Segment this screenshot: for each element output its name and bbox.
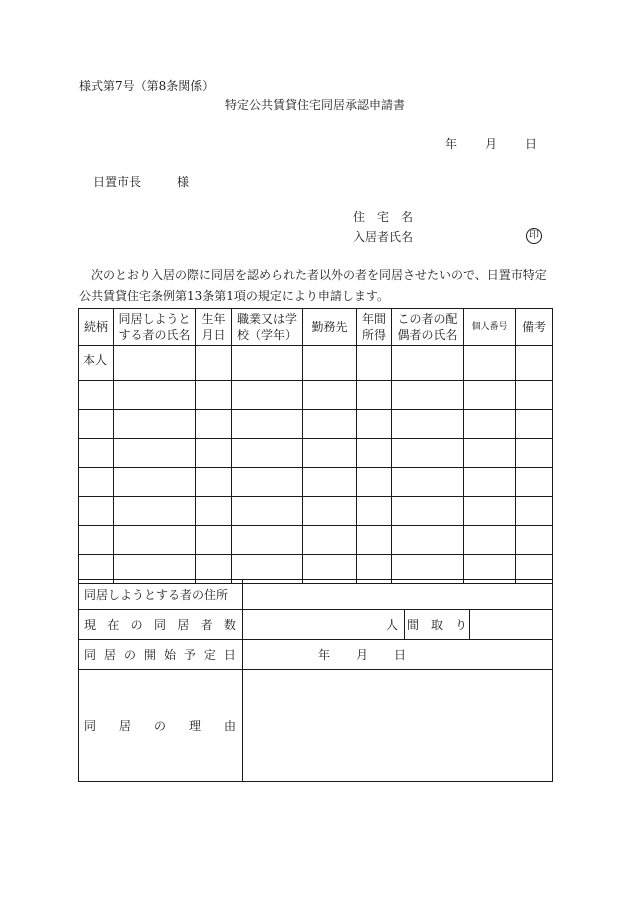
label-char: 始 bbox=[163, 648, 176, 662]
address-label: 同居しようとする者の住所 bbox=[79, 580, 243, 610]
table-cell[interactable] bbox=[516, 346, 553, 381]
table-cell[interactable] bbox=[464, 381, 516, 410]
address-row bbox=[79, 580, 553, 610]
label-char: 者 bbox=[200, 618, 213, 632]
label-char: の bbox=[130, 618, 143, 632]
reason-label bbox=[84, 717, 242, 734]
table-cell[interactable] bbox=[114, 439, 196, 468]
label-char: 居 bbox=[177, 618, 190, 632]
addressee bbox=[93, 176, 189, 188]
reason-label-cell bbox=[79, 670, 243, 782]
header-spouse bbox=[392, 309, 464, 346]
header-income-line1: 年間 bbox=[361, 312, 386, 326]
address-field[interactable] bbox=[243, 580, 553, 610]
table-cell[interactable] bbox=[232, 526, 303, 555]
table-row bbox=[79, 346, 553, 381]
label-char: 現 bbox=[84, 618, 97, 632]
label-char: 由 bbox=[223, 719, 236, 733]
table-row bbox=[79, 497, 553, 526]
table-cell[interactable] bbox=[196, 526, 232, 555]
layout-label: 間 取 り bbox=[405, 610, 470, 640]
table-cell[interactable] bbox=[464, 410, 516, 439]
table-cell[interactable] bbox=[114, 346, 196, 381]
header-income bbox=[357, 309, 392, 346]
housing-name-label: 住 宅 名 bbox=[353, 210, 414, 224]
table-cell[interactable] bbox=[79, 468, 114, 497]
table-cell[interactable] bbox=[196, 497, 232, 526]
table-cell[interactable] bbox=[196, 381, 232, 410]
header-workplace: 勤務先 bbox=[303, 309, 357, 346]
table-cell[interactable] bbox=[114, 468, 196, 497]
form-number: 様式第7号（第8条関係） bbox=[79, 79, 215, 93]
table-cell[interactable] bbox=[232, 410, 303, 439]
date-year-label: 年 bbox=[445, 137, 458, 151]
label-char: 数 bbox=[223, 618, 236, 632]
date-line bbox=[445, 138, 537, 150]
table-cell[interactable] bbox=[303, 381, 357, 410]
addressee-name: 日置市長 bbox=[93, 175, 142, 189]
label-char: 日 bbox=[223, 648, 236, 662]
table-cell[interactable] bbox=[196, 346, 232, 381]
header-remarks: 備考 bbox=[516, 309, 553, 346]
table-cell[interactable] bbox=[303, 346, 357, 381]
table-cell[interactable] bbox=[357, 410, 392, 439]
table-cell[interactable] bbox=[357, 526, 392, 555]
table-header-row bbox=[79, 309, 553, 346]
reason-field[interactable] bbox=[243, 670, 553, 782]
header-my-number: 個人番号 bbox=[464, 309, 516, 346]
table-cell[interactable] bbox=[196, 439, 232, 468]
relation-cell-self: 本人 bbox=[79, 346, 114, 381]
table-cell[interactable] bbox=[516, 410, 553, 439]
table-cell[interactable] bbox=[516, 526, 553, 555]
current-count-label-cell bbox=[79, 610, 243, 640]
table-cell[interactable] bbox=[303, 468, 357, 497]
addressee-honorific: 様 bbox=[177, 175, 190, 189]
label-char: 同 bbox=[153, 618, 166, 632]
header-occupation-line2: 校（学年） bbox=[236, 328, 297, 342]
table-cell[interactable] bbox=[357, 497, 392, 526]
table-cell[interactable] bbox=[516, 468, 553, 497]
table-cell[interactable] bbox=[79, 381, 114, 410]
start-date-field[interactable] bbox=[243, 640, 553, 670]
date-month-label: 月 bbox=[485, 137, 498, 151]
table-cell[interactable] bbox=[392, 439, 464, 468]
current-count-label bbox=[84, 616, 242, 633]
table-cell[interactable] bbox=[357, 346, 392, 381]
person-unit-label: 人 bbox=[385, 618, 398, 632]
table-cell[interactable] bbox=[516, 381, 553, 410]
header-occupation bbox=[232, 309, 303, 346]
table-cell[interactable] bbox=[232, 381, 303, 410]
table-cell[interactable] bbox=[392, 346, 464, 381]
reason-row bbox=[79, 670, 553, 782]
start-month-label: 月 bbox=[356, 648, 369, 662]
header-spouse-line1: この者の配 bbox=[397, 312, 458, 326]
label-char: 居 bbox=[118, 719, 131, 733]
table-cell[interactable] bbox=[79, 410, 114, 439]
table-cell[interactable] bbox=[392, 381, 464, 410]
seal-mark: 印 bbox=[526, 228, 542, 244]
table-cell[interactable] bbox=[392, 410, 464, 439]
table-cell[interactable] bbox=[79, 439, 114, 468]
label-char: 予 bbox=[183, 648, 196, 662]
label-char: 在 bbox=[107, 618, 120, 632]
table-cell[interactable] bbox=[303, 497, 357, 526]
label-char: 同 bbox=[84, 648, 97, 662]
table-row bbox=[79, 439, 553, 468]
start-day-label: 日 bbox=[394, 648, 407, 662]
table-cell[interactable] bbox=[79, 497, 114, 526]
table-cell[interactable] bbox=[392, 468, 464, 497]
table-cell[interactable] bbox=[196, 468, 232, 497]
start-date-row bbox=[79, 640, 553, 670]
table-cell[interactable] bbox=[114, 526, 196, 555]
current-count-field[interactable] bbox=[243, 610, 405, 640]
table-cell[interactable] bbox=[516, 497, 553, 526]
table-cell[interactable] bbox=[114, 497, 196, 526]
current-count-row bbox=[79, 610, 553, 640]
table-cell[interactable] bbox=[232, 497, 303, 526]
table-cell[interactable] bbox=[232, 468, 303, 497]
table-row bbox=[79, 410, 553, 439]
label-char: 同 bbox=[84, 719, 97, 733]
table-cell[interactable] bbox=[516, 439, 553, 468]
table-cell[interactable] bbox=[114, 410, 196, 439]
table-cell[interactable] bbox=[464, 439, 516, 468]
table-cell[interactable] bbox=[357, 468, 392, 497]
label-char: の bbox=[153, 719, 166, 733]
table-cell[interactable] bbox=[79, 526, 114, 555]
table-cell[interactable] bbox=[303, 526, 357, 555]
date-day-label: 日 bbox=[525, 137, 538, 151]
cohabitation-details-table bbox=[78, 579, 553, 782]
layout-field[interactable] bbox=[470, 610, 553, 640]
label-char: の bbox=[123, 648, 136, 662]
header-name-line1: 同居しようと bbox=[118, 312, 191, 326]
document-title: 特定公共賃貸住宅同居承認申請書 bbox=[224, 98, 405, 112]
table-cell[interactable] bbox=[357, 381, 392, 410]
table-cell[interactable] bbox=[357, 439, 392, 468]
table-cell[interactable] bbox=[464, 468, 516, 497]
table-cell[interactable] bbox=[464, 526, 516, 555]
table-cell[interactable] bbox=[392, 526, 464, 555]
table-row bbox=[79, 381, 553, 410]
label-char: 開 bbox=[143, 648, 156, 662]
header-birth-line2: 月日 bbox=[201, 328, 226, 342]
header-income-line2: 所得 bbox=[361, 328, 386, 342]
table-cell[interactable] bbox=[232, 439, 303, 468]
table-cell[interactable] bbox=[303, 439, 357, 468]
header-relation: 続柄 bbox=[79, 309, 114, 346]
table-row bbox=[79, 526, 553, 555]
header-spouse-line2: 偶者の氏名 bbox=[397, 328, 458, 342]
label-char: 理 bbox=[188, 719, 201, 733]
header-occupation-line1: 職業又は学 bbox=[236, 312, 297, 326]
table-cell[interactable] bbox=[303, 410, 357, 439]
header-birth bbox=[196, 309, 232, 346]
table-cell[interactable] bbox=[196, 410, 232, 439]
header-name bbox=[114, 309, 196, 346]
resident-name-label: 入居者氏名 bbox=[353, 230, 414, 244]
label-char: 居 bbox=[103, 648, 116, 662]
header-name-line2: する者の氏名 bbox=[118, 328, 191, 342]
table-row bbox=[79, 468, 553, 497]
header-birth-line1: 生年 bbox=[201, 312, 226, 326]
table-cell[interactable] bbox=[464, 497, 516, 526]
table-cell[interactable] bbox=[232, 346, 303, 381]
table-cell[interactable] bbox=[392, 497, 464, 526]
start-date-label-cell bbox=[79, 640, 243, 670]
table-cell[interactable] bbox=[114, 381, 196, 410]
table-cell[interactable] bbox=[464, 346, 516, 381]
start-year-label: 年 bbox=[318, 648, 331, 662]
cohabitant-table bbox=[78, 308, 553, 584]
body-text: 次のとおり入居の際に同居を認められた者以外の者を同居させたいので、日置市特定公共賃貸住宅条例第13条第1項の規定により申請します。 bbox=[79, 268, 547, 303]
start-date-label bbox=[84, 646, 242, 663]
label-char: 定 bbox=[203, 648, 216, 662]
